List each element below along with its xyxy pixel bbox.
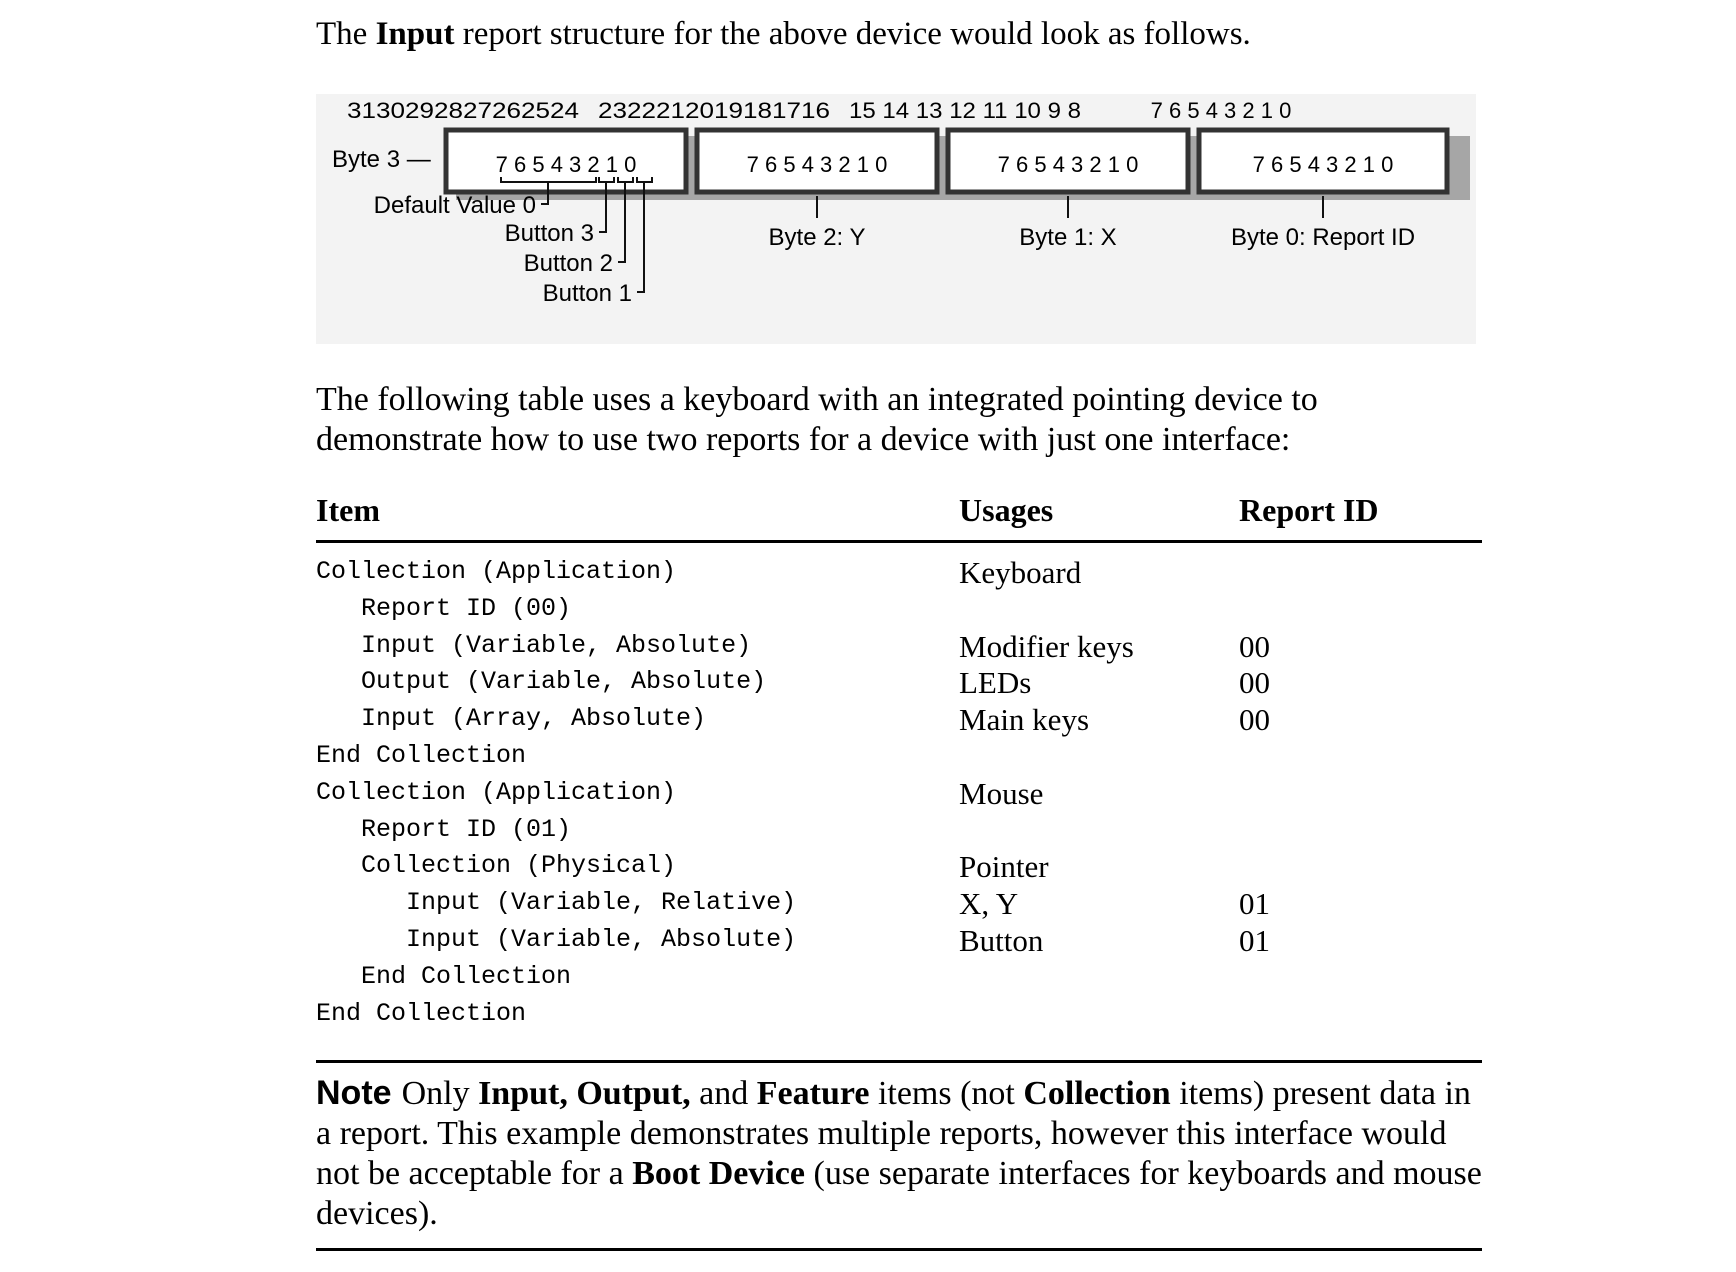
note-text-4: items) present data in a report. This example demonstrates multiple reports, however this interface would not be acceptable for a	[316, 1075, 1471, 1192]
note-bold-1: Input, Output,	[478, 1075, 691, 1112]
table-row	[316, 588, 1482, 625]
table-row	[316, 625, 1482, 662]
byte2-bits: 7 6 5 4 3 2 1 0	[746, 152, 888, 177]
callout-default-value: Default Value 0	[373, 192, 536, 219]
row-usage: X, Y	[959, 886, 1019, 922]
row-item: Input (Variable, Absolute)	[316, 924, 797, 954]
row-item: Collection (Application)	[316, 777, 677, 807]
row-item: Report ID (01)	[316, 814, 572, 844]
row-report-id: 01	[1239, 886, 1270, 922]
caption-byte0: Byte 0: Report ID	[1230, 224, 1416, 251]
table-row	[316, 956, 1482, 993]
note-label: Note	[316, 1074, 392, 1112]
table-row	[316, 551, 1482, 588]
note-text-2: and	[690, 1075, 757, 1112]
row-usage: Modifier keys	[959, 628, 1134, 664]
report-table	[316, 488, 1482, 1029]
row-report-id: 00	[1239, 702, 1270, 738]
note-bold-2: Feature	[756, 1075, 870, 1112]
row-usage: Keyboard	[959, 555, 1082, 590]
table-row	[316, 919, 1482, 956]
note-bold-3: Collection	[1023, 1075, 1171, 1112]
table-row	[316, 809, 1482, 846]
row-item: Report ID (00)	[316, 593, 572, 623]
note-bold-4: Boot Device	[632, 1155, 805, 1192]
intro-suffix: report structure for the above device would look as follows.	[454, 16, 1251, 52]
table-row	[316, 993, 1482, 1030]
intro-bold-input: Input	[375, 16, 455, 52]
row-usage: LEDs	[959, 665, 1032, 701]
callout-button2: Button 2	[523, 250, 613, 277]
row-usage: Button	[959, 922, 1044, 958]
table-row	[316, 845, 1482, 885]
byte1-bits: 7 6 5 4 3 2 1 0	[997, 152, 1139, 177]
header-usages: Usages	[959, 492, 1054, 528]
row-item: Output (Variable, Absolute)	[316, 667, 767, 697]
byte3-bits: 7 6 5 4 3 2 1 0	[495, 152, 637, 177]
caption-byte2: Byte 2: Y	[768, 224, 866, 251]
bit-header-byte3: 3130292827262524	[347, 98, 579, 123]
callout-button3: Button 3	[504, 220, 594, 247]
row-item: End Collection	[316, 740, 527, 770]
note-text-3: items (not	[869, 1075, 1024, 1112]
table-intro-paragraph: The following table uses a keyboard with an integrated pointing device to demonstrate how to use two reports for a device with just one interface:	[316, 381, 1318, 458]
note-text-5: (use separate interfaces for keyboards and mouse devices).	[316, 1155, 1482, 1232]
row-report-id: 00	[1239, 665, 1270, 701]
note-box	[316, 1060, 1482, 1251]
caption-byte1: Byte 1: X	[1019, 224, 1117, 251]
bit-header-byte0: 7 6 5 4 3 2 1 0	[1150, 98, 1292, 123]
row-report-id: 00	[1239, 628, 1270, 664]
row-item: Collection (Application)	[316, 557, 677, 586]
byte0-bits: 7 6 5 4 3 2 1 0	[1252, 152, 1394, 177]
row-item: Collection (Physical)	[316, 851, 677, 881]
row-report-id: 01	[1239, 922, 1270, 958]
table-row	[316, 882, 1482, 922]
byte3-label: Byte 3 —	[332, 146, 431, 173]
report-structure-diagram	[316, 94, 1476, 344]
table-body	[316, 551, 1482, 1029]
row-usage: Main keys	[959, 702, 1090, 738]
row-item: End Collection	[316, 961, 572, 991]
callout-button1: Button 1	[542, 280, 632, 307]
note-text-1: Only	[401, 1075, 479, 1112]
bit-header-byte1: 15 14 13 12 11 10 9 8	[849, 98, 1081, 123]
table-row	[316, 772, 1482, 809]
table-row	[316, 735, 1482, 772]
row-item: End Collection	[316, 998, 527, 1028]
intro-prefix: The	[316, 16, 376, 52]
header-item: Item	[316, 492, 380, 528]
intro-paragraph	[316, 16, 1251, 53]
row-item: Input (Variable, Relative)	[316, 888, 797, 918]
row-usage: Mouse	[959, 775, 1044, 811]
header-report-id: Report ID	[1239, 492, 1379, 528]
row-item: Input (Variable, Absolute)	[316, 630, 752, 660]
table-row	[316, 698, 1482, 738]
table-header-row	[316, 488, 1482, 543]
bit-header-byte2: 2322212019181716	[598, 98, 830, 123]
row-item: Input (Array, Absolute)	[316, 704, 707, 734]
table-row	[316, 661, 1482, 701]
row-usage: Pointer	[959, 849, 1049, 885]
